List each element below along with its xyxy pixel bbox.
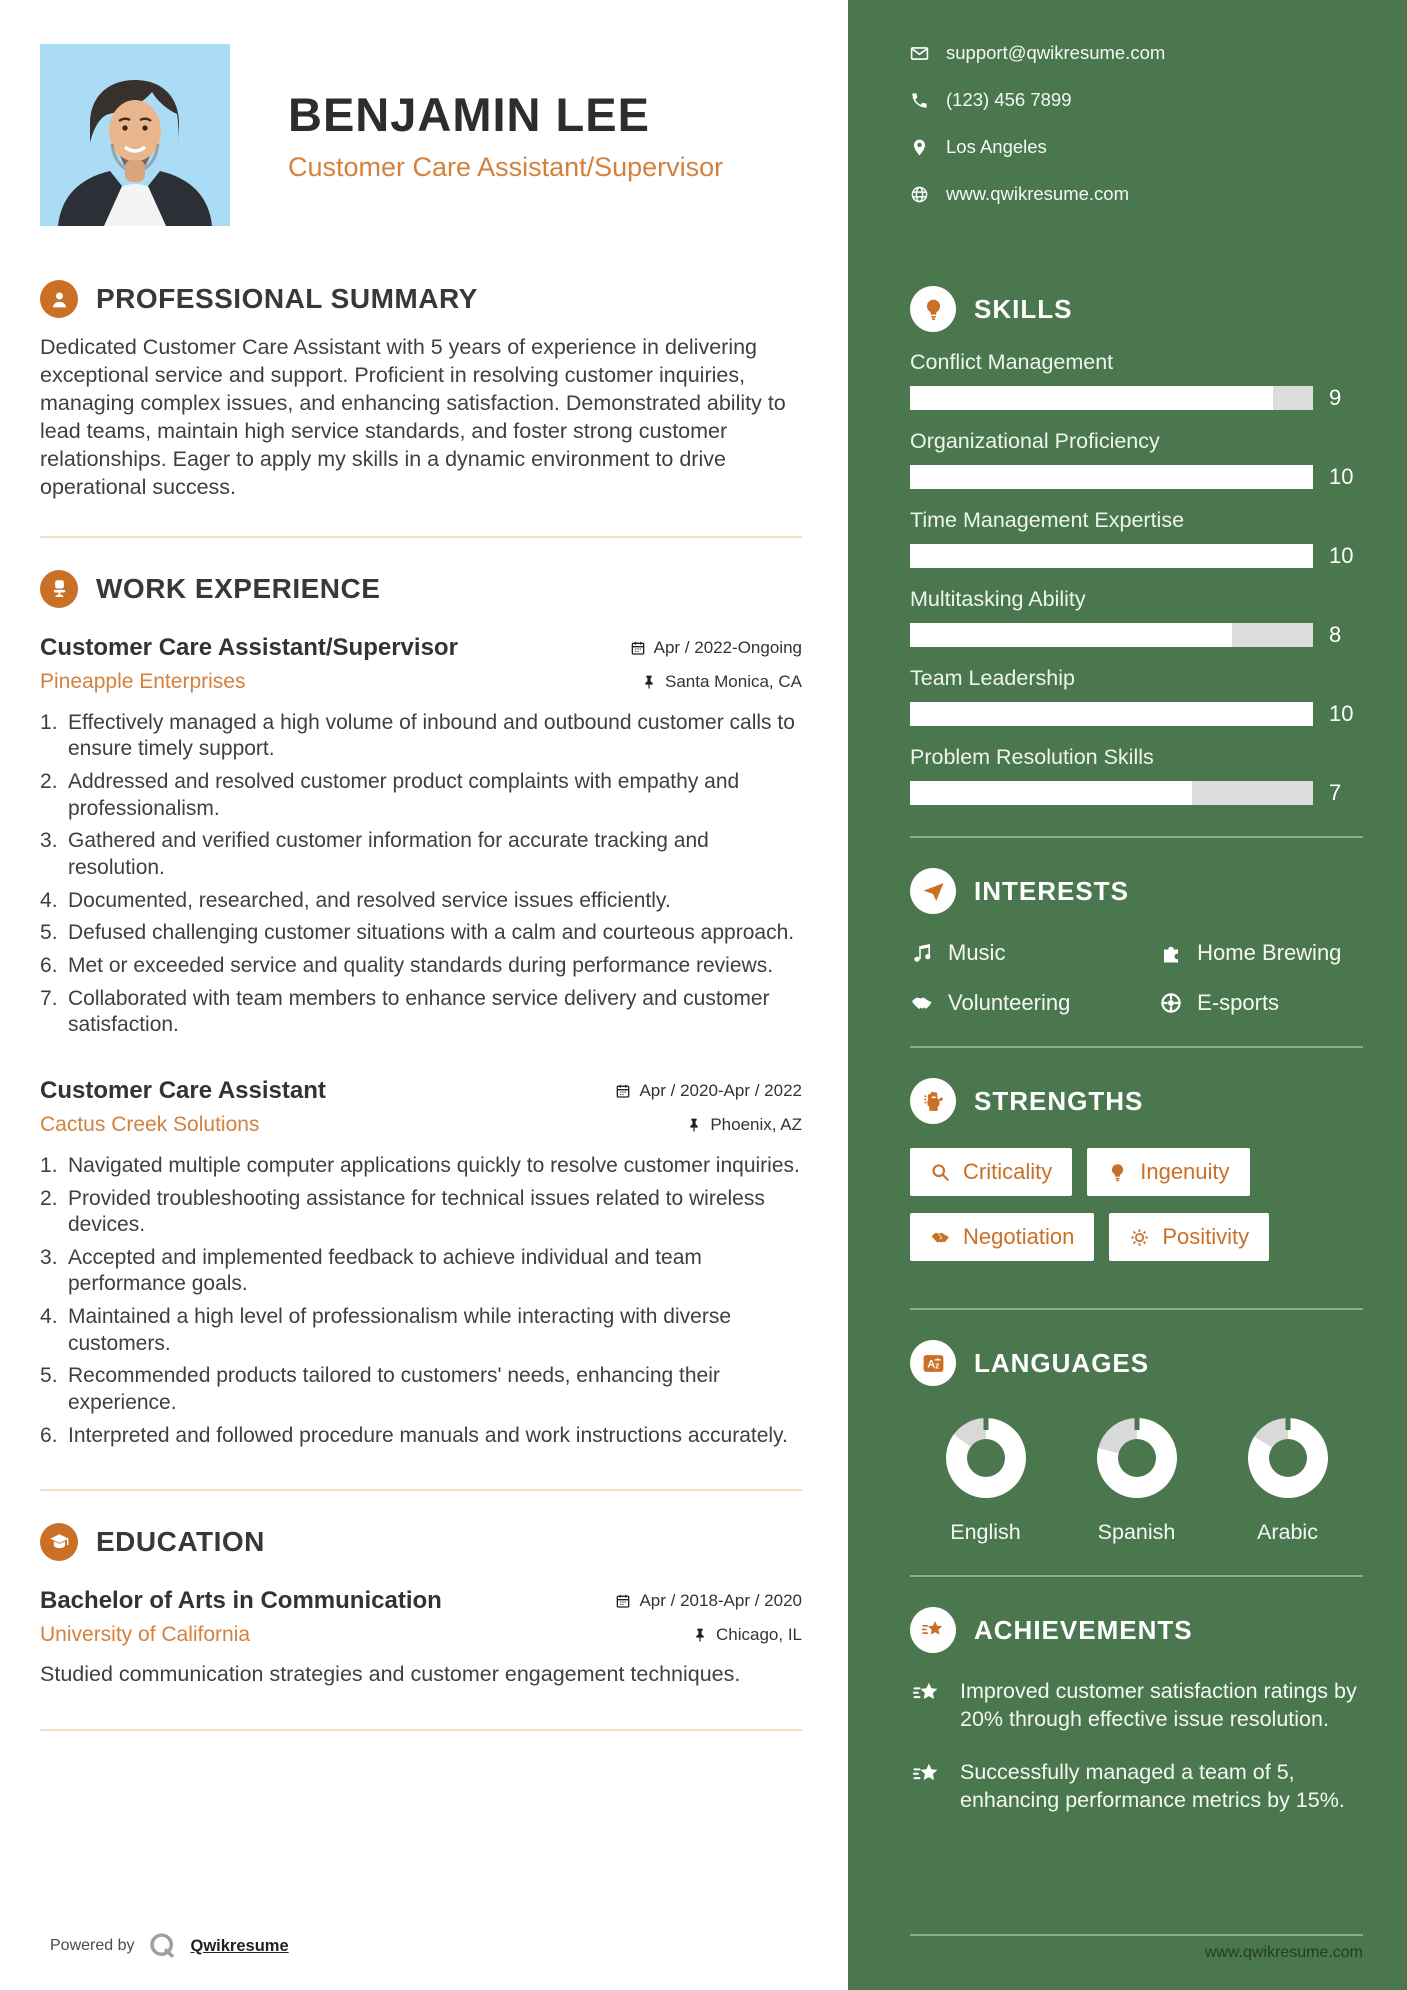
interest-item [1159, 940, 1363, 966]
q-logo-icon [147, 1930, 179, 1962]
shooting-star-icon [921, 1618, 946, 1643]
calendar-icon [615, 1593, 631, 1609]
translate-icon [921, 1351, 946, 1376]
education-date: Apr / 2018-Apr / 2020 [615, 1591, 802, 1611]
summary-text: Dedicated Customer Care Assistant with 5 years of experience in delivering exceptional service and support. Proficient in resolving customer inquiries, managing complex issues, and enhancing satisfaction. Demonstrated ability to lead teams, maintain high service standards, and foster strong customer relationships. Eager to apply my skills in a dynamic environment to drive operational success. [40, 335, 786, 499]
sidebar-divider [910, 1575, 1363, 1577]
powered-by-footer [40, 1930, 802, 1962]
puzzle-icon [1159, 941, 1183, 965]
globe-icon [910, 185, 929, 204]
contact-item[interactable] [910, 183, 1363, 205]
skill-label: Multitasking Ability [910, 587, 1086, 611]
job-bullet: Documented, researched, and resolved service issues efficiently. [68, 888, 671, 912]
job-entry [40, 1077, 802, 1450]
job-bullets [40, 1153, 802, 1450]
section-education [40, 1523, 802, 1689]
skill-item [910, 429, 1363, 490]
mail-icon [910, 44, 929, 63]
job-title: Customer Care Assistant/Supervisor [40, 633, 458, 661]
strength-label: Positivity [1162, 1224, 1250, 1249]
contact-text: support@qwikresume.com [946, 42, 1166, 63]
skill-bar-fill [910, 544, 1313, 568]
office-chair-icon [49, 578, 70, 599]
contact-item[interactable] [910, 89, 1363, 111]
language-item [1212, 1418, 1363, 1545]
contact-item[interactable] [910, 136, 1363, 158]
candidate-title: Customer Care Assistant/Supervisor [288, 152, 724, 182]
section-divider [40, 1729, 802, 1731]
job-bullet: Effectively managed a high volume of inbound and outbound customer calls to ensure timely support. [68, 710, 795, 761]
pushpin-icon [692, 1627, 708, 1643]
achievement-item [910, 1677, 1363, 1734]
job-list [40, 634, 802, 1450]
interest-label: Home Brewing [1197, 940, 1342, 965]
interest-item [910, 940, 1159, 966]
section-languages [910, 1340, 1363, 1545]
job-bullet: Accepted and implemented feedback to achieve individual and team performance goals. [68, 1245, 702, 1296]
person-icon [49, 289, 70, 310]
sidebar-footer-url[interactable]: www.qwikresume.com [1204, 1944, 1363, 1961]
sun-icon [1129, 1227, 1150, 1248]
contact-text: Los Angeles [946, 136, 1047, 157]
job-location: Phoenix, AZ [686, 1115, 802, 1135]
graduate-icon [49, 1532, 70, 1553]
section-divider [40, 1489, 802, 1491]
svg-text:A: A [926, 1357, 935, 1370]
strength-label: Criticality [963, 1159, 1053, 1184]
skill-item [910, 666, 1363, 727]
powered-by-text: Powered by [50, 1937, 135, 1954]
candidate-name: BENJAMIN LEE [288, 88, 650, 141]
strength-badge [1087, 1148, 1249, 1196]
skill-item [910, 745, 1363, 806]
skill-bar-track [910, 781, 1313, 805]
skill-value: 10 [1329, 701, 1354, 726]
achievements-heading-label: ACHIEVEMENTS [974, 1614, 1193, 1645]
pushpin-icon [686, 1117, 702, 1133]
skill-bar-track [910, 544, 1313, 568]
magnifier-icon [930, 1162, 951, 1183]
education-degree: Bachelor of Arts in Communication [40, 1587, 442, 1615]
lightbulb-icon [1107, 1162, 1128, 1183]
calendar-icon [630, 640, 646, 656]
achievement-item [910, 1758, 1363, 1815]
skill-value: 10 [1329, 464, 1354, 489]
job-bullet: Provided troubleshooting assistance for technical issues related to wireless devices. [68, 1186, 765, 1237]
language-label: Arabic [1257, 1520, 1318, 1544]
skill-value: 9 [1329, 385, 1342, 410]
job-company: Pineapple Enterprises [40, 669, 246, 693]
summary-heading [40, 280, 802, 318]
sidebar-divider [910, 1046, 1363, 1048]
skill-item [910, 587, 1363, 648]
interest-label: Music [948, 940, 1006, 965]
skill-bar-track [910, 623, 1313, 647]
wheel-icon [1159, 991, 1183, 1015]
education-location: Chicago, IL [692, 1625, 802, 1645]
skill-item [910, 508, 1363, 569]
experience-heading [40, 570, 802, 608]
skill-value: 7 [1329, 780, 1342, 805]
strength-badge [910, 1148, 1072, 1196]
strength-badge [910, 1213, 1094, 1261]
job-bullets [40, 710, 802, 1039]
skill-bar-fill [910, 465, 1313, 489]
interest-list [910, 940, 1363, 1016]
job-date: Apr / 2020-Apr / 2022 [615, 1081, 802, 1101]
education-school: University of California [40, 1623, 251, 1647]
achievements-heading [910, 1607, 1363, 1653]
strengths-heading [910, 1078, 1363, 1124]
job-bullet: Maintained a high level of professionalism while interacting with diverse customers. [68, 1305, 732, 1355]
section-professional-summary [40, 280, 802, 502]
contact-list [910, 42, 1363, 230]
section-achievements [910, 1607, 1363, 1815]
section-work-experience [40, 570, 802, 1456]
handshake-icon [910, 991, 934, 1015]
job-bullet: Navigated multiple computer applications quickly to resolve customer inquiries. [68, 1153, 800, 1177]
language-list [910, 1418, 1363, 1545]
language-item [910, 1418, 1061, 1545]
paper-plane-icon [921, 879, 946, 904]
pushpin-icon [641, 674, 657, 690]
qwikresume-brand-link[interactable]: Qwikresume [190, 1936, 289, 1955]
section-skills [910, 286, 1363, 806]
music-note-icon [910, 941, 934, 965]
skill-item [910, 350, 1363, 411]
profile-photo [40, 44, 230, 226]
language-item [1061, 1418, 1212, 1545]
skill-bar-fill [910, 781, 1192, 805]
fist-icon [921, 1089, 946, 1114]
strength-label: Negotiation [963, 1224, 1075, 1249]
lightbulb-icon [921, 297, 946, 322]
education-description: Studied communication strategies and customer engagement techniques. [40, 1662, 741, 1687]
language-donut-chart [1248, 1418, 1328, 1498]
interests-heading [910, 868, 1363, 914]
interest-item [1159, 990, 1363, 1016]
sidebar [848, 0, 1407, 1990]
skill-bar-fill [910, 386, 1273, 410]
strength-list [910, 1148, 1363, 1278]
skill-label: Organizational Proficiency [910, 429, 1160, 453]
sidebar-divider [910, 1308, 1363, 1310]
job-date: Apr / 2022-Ongoing [630, 638, 802, 658]
achievement-list [910, 1677, 1363, 1815]
job-entry [40, 634, 802, 1039]
calendar-icon [615, 1083, 631, 1099]
section-interests [910, 868, 1363, 1016]
languages-heading-label: LANGUAGES [974, 1347, 1150, 1378]
skill-label: Conflict Management [910, 350, 1114, 374]
education-heading [40, 1523, 802, 1561]
achievement-text: Successfully managed a team of 5, enhancing performance metrics by 15%. [960, 1759, 1345, 1813]
interests-heading-label: INTERESTS [974, 875, 1129, 906]
job-bullet: Addressed and resolved customer product complaints with empathy and professionalism. [68, 769, 740, 820]
skill-bar-fill [910, 623, 1232, 647]
job-bullet: Recommended products tailored to customers' needs, enhancing their experience. [68, 1364, 720, 1415]
svg-text:z: z [934, 1360, 939, 1371]
skills-heading [910, 286, 1363, 332]
identity-header [40, 44, 802, 226]
shooting-star-icon [910, 1679, 944, 1709]
pin-icon [910, 138, 929, 157]
education-heading-label: EDUCATION [96, 1526, 265, 1558]
summary-heading-label: PROFESSIONAL SUMMARY [96, 283, 478, 314]
job-title: Customer Care Assistant [40, 1076, 326, 1104]
language-donut-chart [946, 1418, 1026, 1498]
skill-label: Problem Resolution Skills [910, 745, 1154, 769]
interest-item [910, 990, 1159, 1016]
strength-badge [1109, 1213, 1269, 1261]
language-label: English [950, 1520, 1021, 1544]
experience-heading-label: WORK EXPERIENCE [96, 572, 381, 604]
skill-label: Team Leadership [910, 666, 1075, 690]
skill-value: 10 [1329, 543, 1354, 568]
sidebar-divider [910, 836, 1363, 838]
job-location: Santa Monica, CA [641, 672, 802, 692]
section-divider [40, 536, 802, 538]
job-bullet: Interpreted and followed procedure manuals and work instructions accurately. [68, 1423, 788, 1447]
sidebar-footer [910, 1934, 1363, 1962]
job-bullet: Met or exceeded service and quality standards during performance reviews. [68, 953, 774, 977]
languages-heading [910, 1340, 1363, 1386]
handshake-icon [930, 1227, 951, 1248]
contact-text: (123) 456 7899 [946, 89, 1072, 110]
skills-heading-label: SKILLS [974, 293, 1073, 324]
skill-label: Time Management Expertise [910, 508, 1185, 532]
language-donut-chart [1097, 1418, 1177, 1498]
skill-bar-fill [910, 702, 1313, 726]
phone-icon [910, 91, 929, 110]
language-label: Spanish [1097, 1520, 1176, 1544]
sidebar-divider [910, 1934, 1363, 1936]
skill-bar-track [910, 386, 1313, 410]
skill-bar-track [910, 702, 1313, 726]
contact-item[interactable] [910, 42, 1363, 64]
job-bullet: Defused challenging customer situations with a calm and courteous approach. [68, 921, 795, 945]
section-strengths [910, 1078, 1363, 1278]
skill-list [910, 350, 1363, 806]
skill-bar-track [910, 465, 1313, 489]
achievement-text: Improved customer satisfaction ratings by 20% through effective issue resolution. [960, 1679, 1357, 1732]
interest-label: Volunteering [948, 990, 1071, 1015]
education-entry [40, 1587, 802, 1689]
shooting-star-icon [910, 1760, 944, 1790]
interest-label: E-sports [1197, 990, 1280, 1015]
identity-text [288, 87, 723, 183]
job-company: Cactus Creek Solutions [40, 1112, 260, 1136]
job-bullet: Collaborated with team members to enhance service delivery and customer satisfaction. [68, 986, 770, 1037]
contact-text: www.qwikresume.com [946, 183, 1129, 204]
job-bullet: Gathered and verified customer information for accurate tracking and resolution. [68, 829, 709, 879]
strengths-heading-label: STRENGTHS [974, 1085, 1144, 1116]
strength-label: Ingenuity [1140, 1159, 1230, 1184]
skill-value: 8 [1329, 622, 1342, 647]
